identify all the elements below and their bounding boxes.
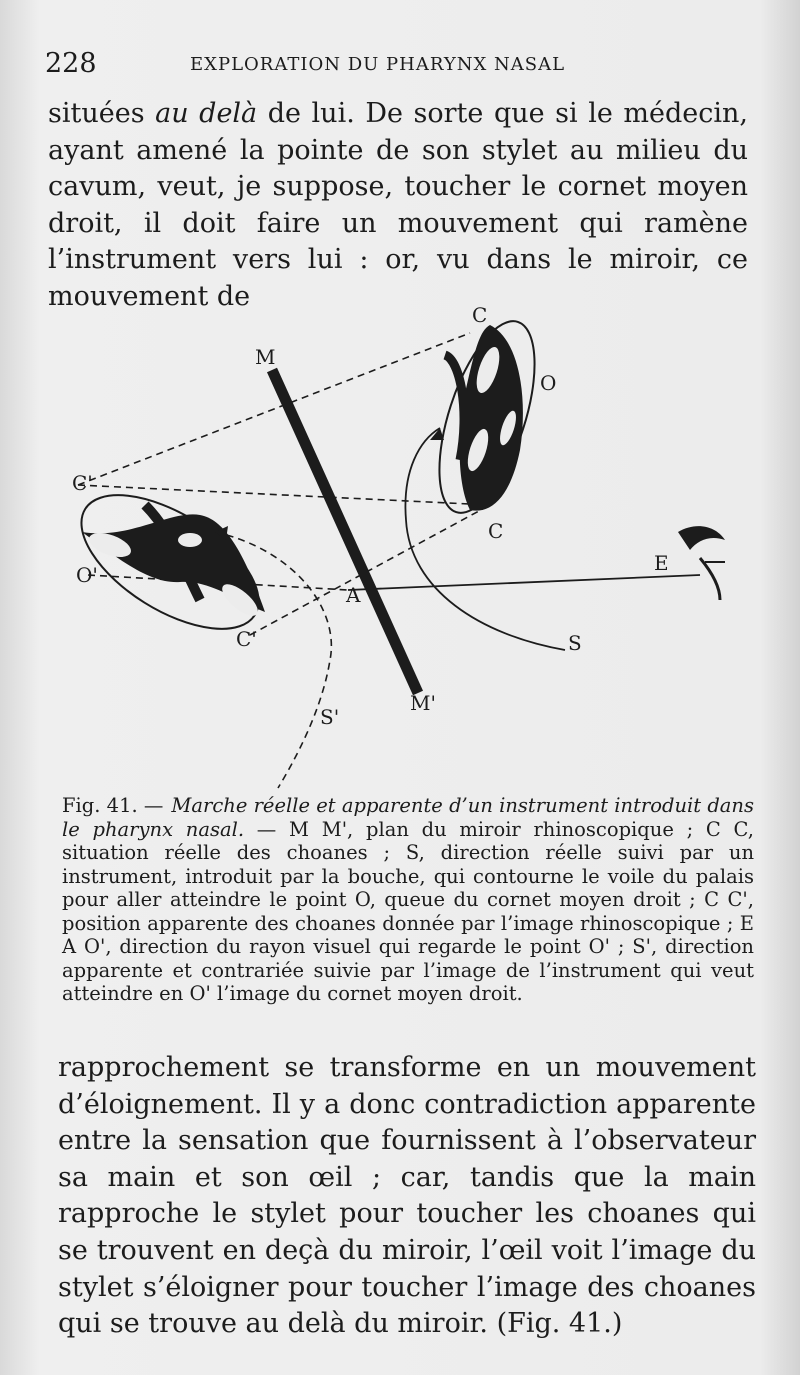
figure-41-diagram — [50, 300, 760, 790]
paragraph-top-start: situées — [48, 98, 156, 129]
visual-ray — [348, 575, 700, 590]
mirror-plane — [272, 370, 418, 693]
label-o-prime: O' — [76, 563, 98, 587]
paragraph-top-italic: au delà — [155, 98, 258, 129]
dashed-line-middle — [78, 485, 490, 505]
label-c-prime-top: C' — [72, 471, 93, 495]
label-a: A — [346, 583, 361, 607]
label-s-prime: S' — [320, 705, 340, 729]
label-e: E — [654, 551, 669, 575]
page-number: 228 — [45, 48, 97, 79]
paragraph-top-rest: de lui. De sorte que si le médecin, ayant amené la pointe de son stylet au milieu du cavum, veut, je suppose, toucher le cornet moyen droit, il doit faire un mouvement qui ramène l’instrument vers lui : or, vu dans le miroir, ce mouvement de — [48, 98, 748, 312]
caption-fig-number: Fig. 41. — — [62, 794, 164, 817]
caption-body: — M M', plan du miroir rhinoscopique ; C C, situation réelle des choanes ; S, direction réelle suivi par un instrument, introduit par la bouche, qui contourne le voile du palais pour aller atteindre le point O, queue du cornet moyen droit ; C C', position apparente des choanes donnée par l’image rhinoscopique ; E A O', direction du rayon visuel qui regarde le point O' ; S', direction apparente et contrariée suivie par l’image de l’instrument qui veut atteindre en O' l’image du cornet moyen droit. — [62, 817, 754, 1005]
dashed-line-lower — [250, 505, 490, 635]
real-choanes — [420, 310, 557, 524]
label-s: S — [568, 631, 582, 655]
figure-caption — [62, 794, 754, 1006]
eye-icon — [678, 526, 725, 600]
figure-41-svg — [50, 300, 760, 790]
label-o: O — [540, 371, 557, 395]
label-c-top: C — [472, 303, 488, 327]
paragraph-top — [48, 96, 748, 315]
running-head: EXPLORATION DU PHARYNX NASAL — [190, 54, 566, 75]
label-m-prime: M' — [410, 691, 436, 715]
label-c-prime-bottom: C' — [236, 627, 257, 651]
page-header — [45, 48, 755, 84]
paragraph-bottom: rapprochement se transforme en un mouvement d’éloignement. Il y a donc contradiction apparente entre la sensation que fournissent à l’observateur sa main et son œil ; car, tandis que la main rapproche le stylet pour toucher les choanes qui se trouvent en deçà du miroir, l’œil voit l’image du stylet s’éloigner pour toucher l’image des choanes qui se trouve au delà du miroir. (Fig. 41.) — [58, 1052, 756, 1340]
caption-title: Marche réelle et apparente d’un instrument introduit dans le pharynx nasal. — [62, 794, 754, 841]
label-c-bottom: C — [488, 519, 504, 543]
label-m: M — [255, 345, 276, 369]
